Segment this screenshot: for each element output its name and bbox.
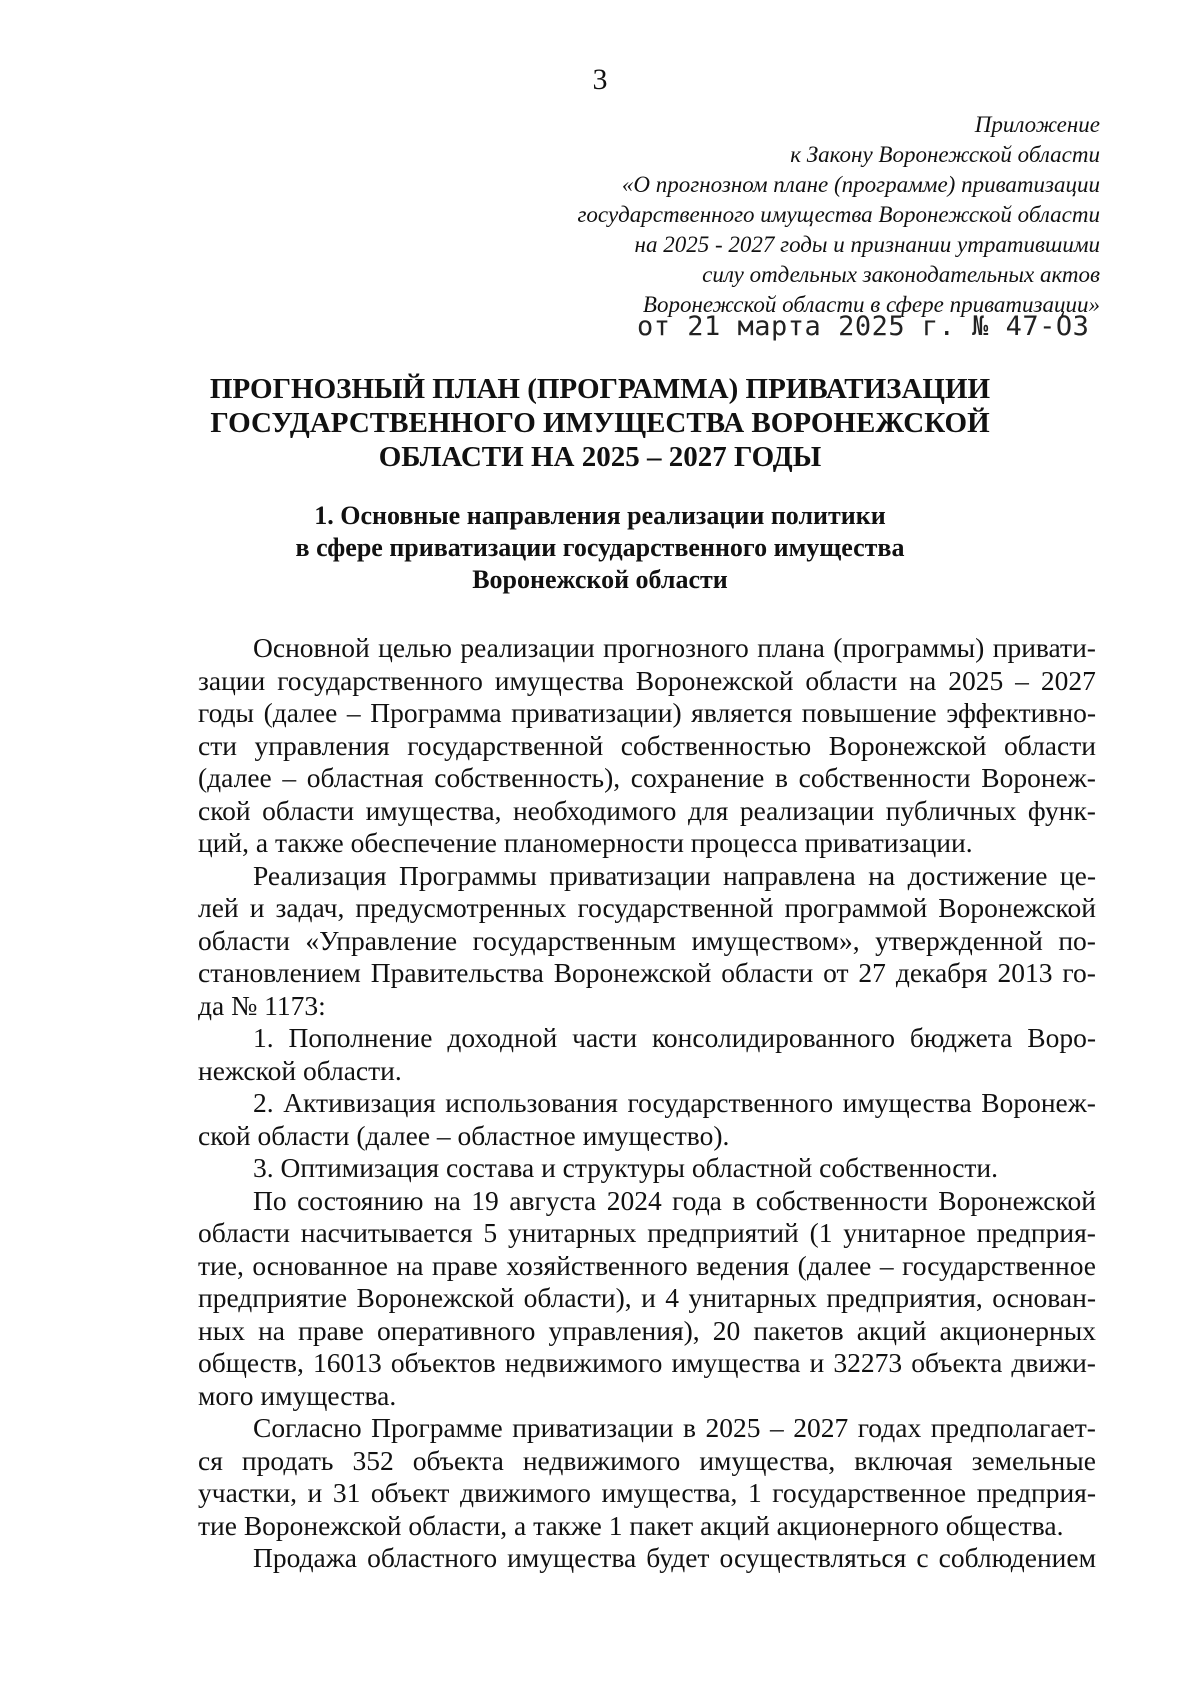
title-line: ГОСУДАРСТВЕННОГО ИМУЩЕСТВА ВОРОНЕЖСКОЙ bbox=[210, 407, 990, 439]
paragraph-line: становлением Правительства Воронежской области от 27 декабря 2013 го- bbox=[198, 957, 1096, 988]
paragraph-line: мого имущества. bbox=[198, 1379, 397, 1411]
appendix-line: «О прогнозном плане (программе) приватизации bbox=[621, 172, 1100, 197]
law-date-number: от 21 марта 2025 г. № 47-ОЗ bbox=[637, 311, 1090, 342]
appendix-line: на 2025 - 2027 годы и признании утратившими bbox=[634, 232, 1100, 257]
paragraph-line: Основной целью реализации прогнозного плана (программы) привати- bbox=[253, 632, 1096, 663]
appendix-line: Приложение bbox=[974, 112, 1100, 137]
paragraph-line: лей и задач, предусмотренных государственной программой Воронежской bbox=[198, 892, 1096, 923]
appendix-line: Воронежской области в сфере приватизации» bbox=[642, 292, 1100, 317]
page-number: 3 bbox=[592, 63, 608, 96]
paragraph-line: ций, а также обеспечение планомерности процесса приватизации. bbox=[198, 827, 973, 858]
appendix-line: государственного имущества Воронежской области bbox=[577, 202, 1100, 227]
paragraph bbox=[198, 1087, 1096, 1152]
document-body bbox=[198, 632, 1096, 1575]
paragraph bbox=[198, 632, 1096, 860]
paragraph-line: Согласно Программе приватизации в 2025 – 2027 годах предполагает- bbox=[253, 1412, 1096, 1443]
title-line: ОБЛАСТИ НА 2025 – 2027 ГОДЫ bbox=[378, 441, 822, 473]
title-line: ПРОГНОЗНЫЙ ПЛАН (ПРОГРАММА) ПРИВАТИЗАЦИИ bbox=[209, 373, 991, 405]
paragraph-line: Реализация Программы приватизации направлена на достижение це- bbox=[253, 859, 1096, 891]
paragraph bbox=[198, 1542, 1096, 1575]
paragraph-line: ных на праве оперативного управления), 20 пакетов акций акционерных bbox=[198, 1314, 1096, 1346]
paragraph-line: 3. Оптимизация состава и структуры областной собственности. bbox=[253, 1152, 999, 1183]
paragraph-line: ской области имущества, необходимого для реализации публичных функ- bbox=[198, 794, 1096, 826]
paragraph bbox=[198, 1412, 1096, 1542]
section-heading-line: 1. Основные направления реализации политики bbox=[314, 501, 886, 530]
appendix-line: к Закону Воронежской области bbox=[790, 142, 1100, 167]
paragraph-line: области «Управление государственным имуществом», утвержденной по- bbox=[198, 924, 1096, 956]
paragraph-line: 2. Активизация использования государственного имущества Воронеж- bbox=[253, 1087, 1096, 1118]
paragraph-line: нежской области. bbox=[198, 1054, 402, 1086]
paragraph-line: сти управления государственной собственностью Воронежской области bbox=[198, 729, 1096, 761]
section-heading bbox=[0, 500, 1200, 596]
appendix-block bbox=[460, 110, 1100, 320]
paragraph-line: тие, основанное на праве хозяйственного ведения (далее – государственное bbox=[198, 1249, 1096, 1281]
section-heading-line: Воронежской области bbox=[472, 565, 728, 594]
section-heading-line: в сфере приватизации государственного имущества bbox=[295, 533, 905, 562]
paragraph-line: 1. Пополнение доходной части консолидированного бюджета Воро- bbox=[253, 1022, 1096, 1053]
paragraph bbox=[198, 1185, 1096, 1413]
paragraph-line: области насчитывается 5 унитарных предприятий (1 унитарное предприя- bbox=[198, 1217, 1096, 1248]
appendix-line: силу отдельных законодательных актов bbox=[702, 262, 1100, 287]
paragraph bbox=[198, 1152, 1096, 1185]
paragraph bbox=[198, 1022, 1096, 1087]
paragraph-line: да № 1173: bbox=[198, 989, 326, 1021]
paragraph-line: ской области (далее – областное имущество). bbox=[198, 1119, 730, 1151]
paragraph-line: обществ, 16013 объектов недвижимого имущества и 32273 объекта движи- bbox=[198, 1347, 1096, 1378]
paragraph bbox=[198, 860, 1096, 1023]
paragraph-line: Продажа областного имущества будет осуществляться с соблюдением bbox=[253, 1542, 1096, 1573]
paragraph-line: зации государственного имущества Воронежской области на 2025 – 2027 bbox=[198, 664, 1096, 696]
paragraph-line: ся продать 352 объекта недвижимого имущества, включая земельные bbox=[198, 1444, 1096, 1476]
paragraph-line: участки, и 31 объект движимого имущества, 1 государственное предприя- bbox=[198, 1477, 1096, 1508]
document-title bbox=[0, 372, 1200, 474]
paragraph-line: годы (далее – Программа приватизации) является повышение эффективно- bbox=[198, 697, 1096, 728]
paragraph-line: (далее – областная собственность), сохранение в собственности Воронеж- bbox=[198, 762, 1096, 793]
paragraph-line: тие Воронежской области, а также 1 пакет акций акционерного общества. bbox=[198, 1509, 1064, 1541]
paragraph-line: По состоянию на 19 августа 2024 года в собственности Воронежской bbox=[253, 1184, 1096, 1216]
paragraph-line: предприятие Воронежской области), и 4 унитарных предприятия, основан- bbox=[198, 1282, 1096, 1313]
